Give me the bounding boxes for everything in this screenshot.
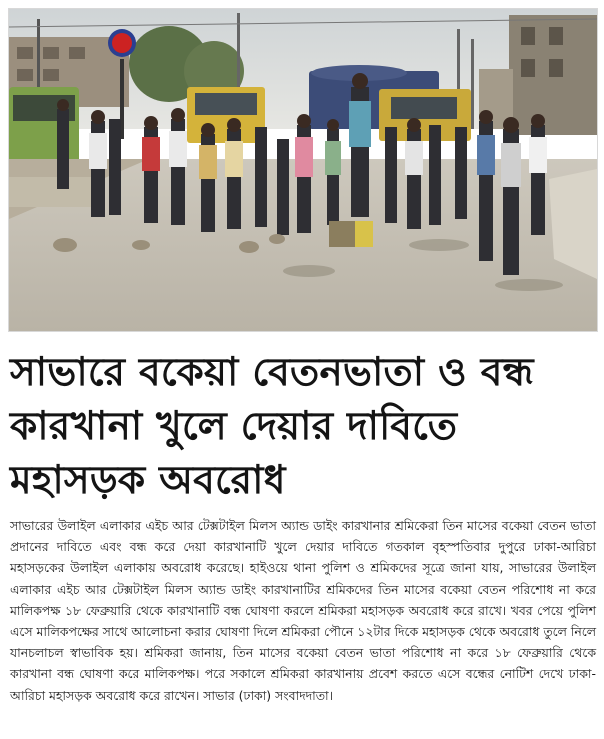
headline-line: মহাসড়ক অবরোধ <box>10 458 286 503</box>
headline-line: কারখানা খুলে দেয়ার দাবিতে <box>10 404 458 449</box>
article-body: সাভারের উলাইল এলাকার এইচ আর টেক্সটাইল মিলস অ্যান্ড ডাইং কারখানার শ্রমিকেরা তিন মাসের বকেয়া বেতন ভাতা প্রদানের দাবিতে এবং বন্ধ করে দেয়া কারখানাটি খুলে দেয়ার দাবিতে গতকাল বৃহস্পতিবার দুপুরে ঢাকা-আরিচা মহাসড়কের উলাইল এলাকায় অবরোধ করেছে। হাইওয়ে থানা পুলিশ ও শ্রমিকদের সূত্রে জানা যায়, সাভারের উলাইল এলাকার এইচ আর টেক্সটাইল মিলস অ্যান্ড ডাইং কারখানাটির শ্রমিকদের তিন মাসের বকেয়া বেতন পরিশোধ না করে মালিকপক্ষ ১৮ ফেব্রুয়ারি থেকে কারখানাটি বন্ধ ঘোষণা করলে শ্রমিকরা মহাসড়ক অবরোধ করে রাখে। খবর পেয়ে পুলিশ এসে মালিকপক্ষের সাথে আলোচনা করার ঘোষণা দিলে শ্রমিকরা পৌনে ১২টার দিকে মহাসড়ক থেকে অবরোধ তুলে নিলে যানচলাচল স্বাভাবিক হয়। শ্রমিকরা জানায়, তিন মাসের বকেয়া বেতন ভাতা পরিশোধ না করে ১৮ ফেব্রুয়ারি থেকে কারখানা বন্ধ ঘোষণা করে মালিকপক্ষ। পরে সকালে শ্রমিকরা কারখানায় প্রবেশ করতে এসে বন্ধের নোটিশ দেখে ঢাকা-আরিচা মহাসড়ক অবরোধ করে রাখেন। সাভার (ঢাকা) সংবাদদাতা। <box>10 518 596 703</box>
headline-line: সাভারে বকেয়া বেতনভাতা ও বন্ধ <box>10 350 534 395</box>
news-photo <box>8 8 598 332</box>
headline <box>10 346 594 508</box>
